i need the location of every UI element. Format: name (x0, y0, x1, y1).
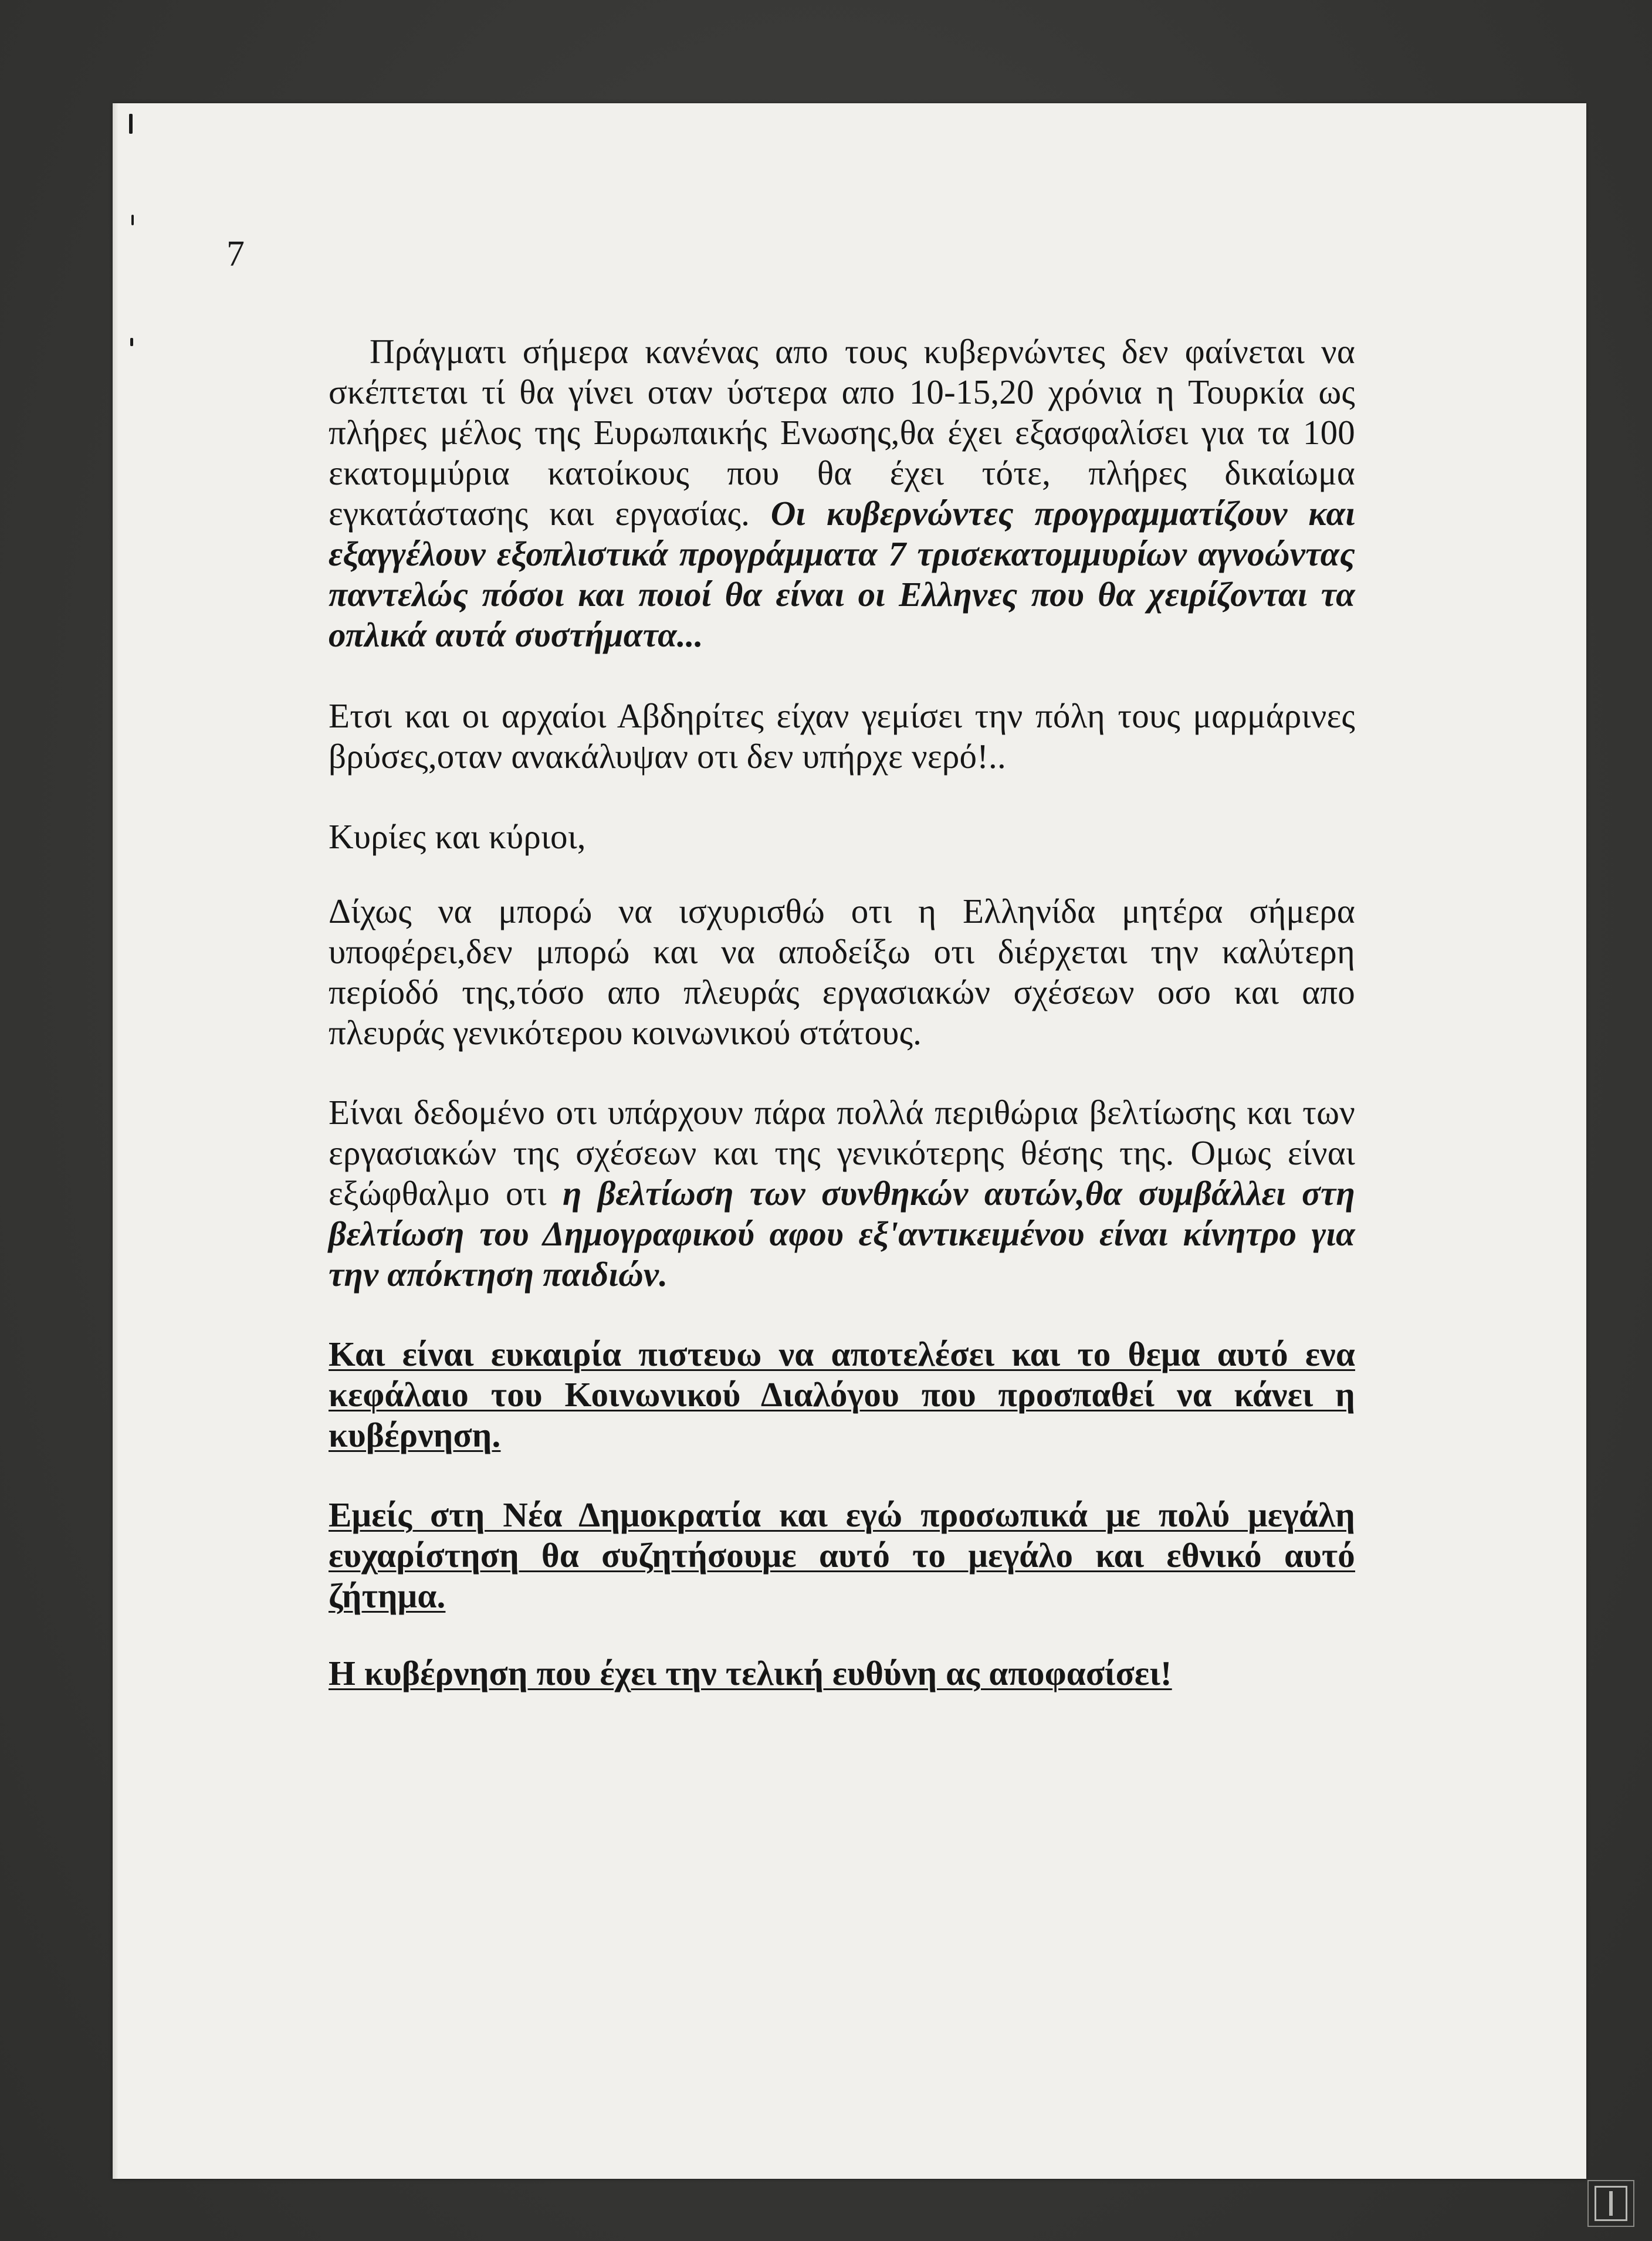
paragraph-4-emphasis: η βελτίωση των συνθηκών αυτών,θα συμβάλλει στη βελτίωση του Δημογραφικού αφου εξ'αντικειμένου είναι κίνητρο για την απόκτηση παιδιών. (329, 1174, 1356, 1294)
paragraph-5-text: Και είναι ευκαιρία πιστευω να αποτελέσει και το θεμα αυτό ενα κεφάλαιο του Κοινωνικού Διαλόγου που προσπαθεί να κάνει η κυβέρνηση. (329, 1335, 1355, 1454)
paragraph-1-text: Πράγματι σήμερα κανένας απο τους κυβερνώντες δεν φαίνεται να σκέπτεται τί θα γίνει οταν ύστερα απο 10-15,20 χρόνια η Τουρκία ως πλήρες μέλος της Ευρωπαικής Ενωσης,θα έχει εξασφαλίσει για τα 100 εκατομμύρια κατοίκους που θα έχει τότε, πλήρες δικαίωμα εγκατάστασης και εργασίας. (329, 332, 1355, 533)
paragraph-4 (329, 1092, 1355, 1295)
paragraph-6-text: Εμείς στη Νέα Δημοκρατία και εγώ προσωπικά με πολύ μεγάλη ευχαρίστηση θα συζητήσουμε αυτό το μεγάλο και εθνικό αυτό ζήτημα. (329, 1495, 1355, 1615)
paper-edge (113, 103, 119, 2179)
paragraph-1-emphasis: Οι κυβερνώντες προγραμματίζουν και εξαγγέλουν εξοπλιστικά προγράμματα 7 τρισεκατομμυρίων αγνοώντας παντελώς πόσοι και ποιοί θα είναι οι Ελληνες που θα χειρίζονται τα οπλικά αυτά συστήματα... (329, 494, 1355, 654)
paragraph-2-text: Ετσι και οι αρχαίοι Αβδηρίτες είχαν γεμίσει την πόλη τους μαρμάρινες βρύσες,οταν ανακάλυψαν οτι δεν υπήρχε νερό!.. (329, 696, 1355, 776)
archive-logo-icon (1595, 2186, 1627, 2221)
archive-logo (1587, 2180, 1634, 2227)
paragraph-7-text: Η κυβέρνηση που έχει την τελική ευθύνη ας αποφασίσει! (329, 1654, 1172, 1692)
paragraph-3-text: Δίχως να μπορώ να ισχυρισθώ οτι η Ελληνίδα μητέρα σήμερα υποφέρει,δεν μπορώ και να αποδείξω οτι διέρχεται την καλύτερη περίοδό της,τόσο απο πλευράς εργασιακών σχέσεων οσο και απο πλευράς γενικότερου κοινωνικού στάτους. (329, 892, 1355, 1052)
salutation (329, 817, 1355, 857)
paragraph-1 (329, 331, 1355, 655)
punch-mark (130, 338, 133, 346)
paragraph-5 (329, 1334, 1355, 1455)
paragraph-7 (329, 1653, 1355, 1694)
punch-mark (131, 215, 134, 225)
page-number: 7 (226, 234, 245, 274)
paragraph-6 (329, 1495, 1355, 1616)
paragraph-4-text: Είναι δεδομένο οτι υπάρχουν πάρα πολλά περιθώρια βελτίωσης και των εργασιακών της σχέσεων και της γενικότερης θέσης της. Ομως είναι εξώφθαλμο οτι (329, 1093, 1355, 1213)
salutation-text: Κυρίες και κύριοι, (329, 817, 586, 856)
paragraph-2 (329, 696, 1355, 777)
punch-mark (129, 114, 133, 134)
paragraph-3 (329, 891, 1355, 1053)
